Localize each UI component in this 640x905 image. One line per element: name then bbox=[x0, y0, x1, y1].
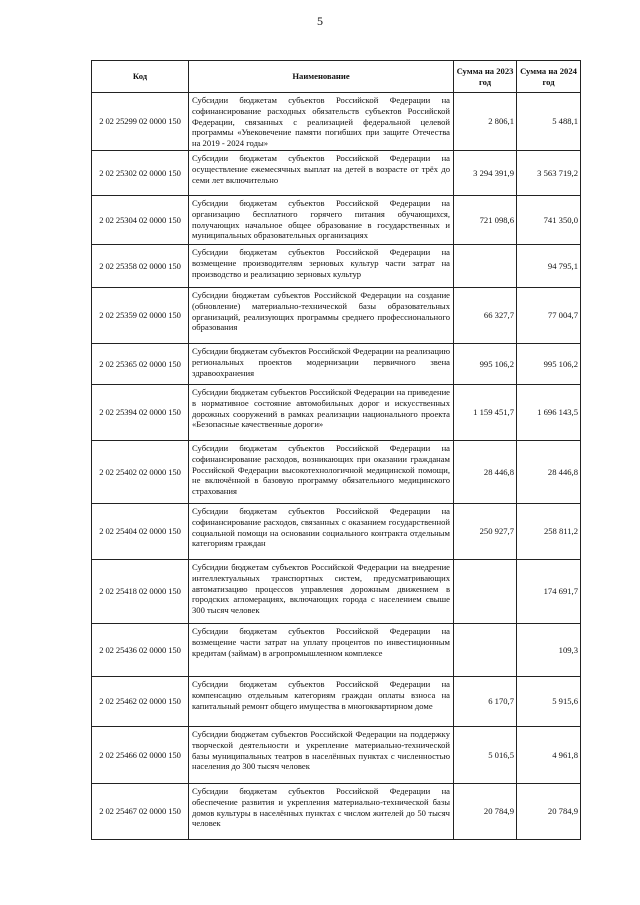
row-sum-2024: 1 696 143,5 bbox=[517, 384, 581, 440]
table-row bbox=[92, 440, 581, 503]
table-row bbox=[92, 287, 581, 343]
row-sum-2024: 28 446,8 bbox=[517, 440, 581, 503]
row-sum-2023: 3 294 391,9 bbox=[454, 150, 517, 195]
table-row bbox=[92, 195, 581, 244]
row-name: Субсидии бюджетам субъектов Российской Федерации на организацию бесплатного горячего питания обучающихся, получающих начальное общее образование в государственных и муниципальных образовательных организациях bbox=[189, 195, 454, 244]
row-sum-2024: 741 350,0 bbox=[517, 195, 581, 244]
table-row bbox=[92, 559, 581, 623]
row-name: Субсидии бюджетам субъектов Российской Федерации на софинансирование расходов, возникающих при оказании гражданам Российской Федерации высокотехнологичной медицинской помощи, не включённой в базовую программу обязательного медицинского страхования bbox=[189, 440, 454, 503]
budget-table bbox=[91, 60, 581, 840]
table-row bbox=[92, 150, 581, 195]
row-code: 2 02 25299 02 0000 150 bbox=[92, 93, 189, 151]
row-sum-2024: 995 106,2 bbox=[517, 343, 581, 384]
row-name: Субсидии бюджетам субъектов Российской Федерации на возмещение производителям зерновых культур части затрат на производство и реализацию зерновых культур bbox=[189, 244, 454, 287]
row-code: 2 02 25418 02 0000 150 bbox=[92, 559, 189, 623]
row-sum-2023 bbox=[454, 559, 517, 623]
row-sum-2023 bbox=[454, 623, 517, 676]
page-number: 5 bbox=[317, 14, 323, 28]
row-sum-2024: 4 961,8 bbox=[517, 726, 581, 783]
row-code: 2 02 25402 02 0000 150 bbox=[92, 440, 189, 503]
row-code: 2 02 25304 02 0000 150 bbox=[92, 195, 189, 244]
row-code: 2 02 25466 02 0000 150 bbox=[92, 726, 189, 783]
row-sum-2023: 1 159 451,7 bbox=[454, 384, 517, 440]
row-name: Субсидии бюджетам субъектов Российской Федерации на возмещение части затрат на уплату процентов по инвестиционным кредитам (займам) в агропромышленном комплексе bbox=[189, 623, 454, 676]
row-name: Субсидии бюджетам субъектов Российской Федерации на софинансирование расходов, связанных с оказанием государственной социальной помощи на основании социального контракта отдельным категориям граждан bbox=[189, 503, 454, 559]
row-code: 2 02 25462 02 0000 150 bbox=[92, 676, 189, 726]
row-sum-2023: 2 806,1 bbox=[454, 93, 517, 151]
row-sum-2024: 3 563 719,2 bbox=[517, 150, 581, 195]
row-sum-2024: 109,3 bbox=[517, 623, 581, 676]
row-code: 2 02 25394 02 0000 150 bbox=[92, 384, 189, 440]
row-sum-2023: 66 327,7 bbox=[454, 287, 517, 343]
row-sum-2023: 250 927,7 bbox=[454, 503, 517, 559]
row-name: Субсидии бюджетам субъектов Российской Федерации на реализацию региональных проектов модернизации первичного звена здравоохранения bbox=[189, 343, 454, 384]
table-row bbox=[92, 343, 581, 384]
row-sum-2023: 721 098,6 bbox=[454, 195, 517, 244]
row-name: Субсидии бюджетам субъектов Российской Федерации на поддержку творческой деятельности и укрепление материально-технической базы муниципальных театров в населённых пунктах с численностью населения до 300 тысяч человек bbox=[189, 726, 454, 783]
row-code: 2 02 25404 02 0000 150 bbox=[92, 503, 189, 559]
row-sum-2024: 174 691,7 bbox=[517, 559, 581, 623]
row-sum-2023: 6 170,7 bbox=[454, 676, 517, 726]
row-sum-2024: 77 004,7 bbox=[517, 287, 581, 343]
row-sum-2024: 5 488,1 bbox=[517, 93, 581, 151]
row-name: Субсидии бюджетам субъектов Российской Федерации на создание (обновление) материально-технической базы образовательных организаций, реализующих программы среднего профессионального образования bbox=[189, 287, 454, 343]
row-sum-2023 bbox=[454, 244, 517, 287]
table-row bbox=[92, 676, 581, 726]
table-row bbox=[92, 726, 581, 783]
table-row bbox=[92, 783, 581, 839]
column-header-name: Наименование bbox=[189, 61, 454, 93]
row-name: Субсидии бюджетам субъектов Российской Федерации на приведение в нормативное состояние автомобильных дорог и искусственных дорожных сооружений в рамках реализации национального проекта «Безопасные качественные дороги» bbox=[189, 384, 454, 440]
row-code: 2 02 25436 02 0000 150 bbox=[92, 623, 189, 676]
row-sum-2024: 258 811,2 bbox=[517, 503, 581, 559]
row-name: Субсидии бюджетам субъектов Российской Федерации на внедрение интеллектуальных транспортных систем, предусматривающих автоматизацию процессов управления дорожным движением в городских агломерациях, включающих города с населением свыше 300 тысяч человек bbox=[189, 559, 454, 623]
row-sum-2023: 28 446,8 bbox=[454, 440, 517, 503]
row-code: 2 02 25302 02 0000 150 bbox=[92, 150, 189, 195]
table-header-row bbox=[92, 61, 581, 93]
row-code: 2 02 25359 02 0000 150 bbox=[92, 287, 189, 343]
column-header-sum-2023: Сумма на 2023 год bbox=[454, 61, 517, 93]
column-header-code: Код bbox=[92, 61, 189, 93]
table-row bbox=[92, 93, 581, 151]
row-code: 2 02 25358 02 0000 150 bbox=[92, 244, 189, 287]
column-header-sum-2024: Сумма на 2024 год bbox=[517, 61, 581, 93]
row-name: Субсидии бюджетам субъектов Российской Федерации на обеспечение развития и укрепления материально-технической базы домов культуры в населённых пунктах с числом жителей до 50 тысяч человек bbox=[189, 783, 454, 839]
table-row bbox=[92, 623, 581, 676]
row-name: Субсидии бюджетам субъектов Российской Федерации на компенсацию отдельным категориям граждан оплаты взноса на капитальный ремонт общего имущества в многоквартирном доме bbox=[189, 676, 454, 726]
table-row bbox=[92, 503, 581, 559]
row-sum-2023: 20 784,9 bbox=[454, 783, 517, 839]
row-code: 2 02 25365 02 0000 150 bbox=[92, 343, 189, 384]
row-name: Субсидии бюджетам субъектов Российской Федерации на софинансирование расходных обязательств субъектов Российской Федерации, связанных с реализацией федеральной целевой программы «Увековечение памяти погибших при защите Отечества на 2019 - 2024 годы» bbox=[189, 93, 454, 151]
row-name: Субсидии бюджетам субъектов Российской Федерации на осуществление ежемесячных выплат на детей в возрасте от трёх до семи лет включительно bbox=[189, 150, 454, 195]
row-sum-2023: 995 106,2 bbox=[454, 343, 517, 384]
row-sum-2024: 20 784,9 bbox=[517, 783, 581, 839]
row-code: 2 02 25467 02 0000 150 bbox=[92, 783, 189, 839]
row-sum-2024: 94 795,1 bbox=[517, 244, 581, 287]
table-row bbox=[92, 244, 581, 287]
table-row bbox=[92, 384, 581, 440]
row-sum-2023: 5 016,5 bbox=[454, 726, 517, 783]
row-sum-2024: 5 915,6 bbox=[517, 676, 581, 726]
